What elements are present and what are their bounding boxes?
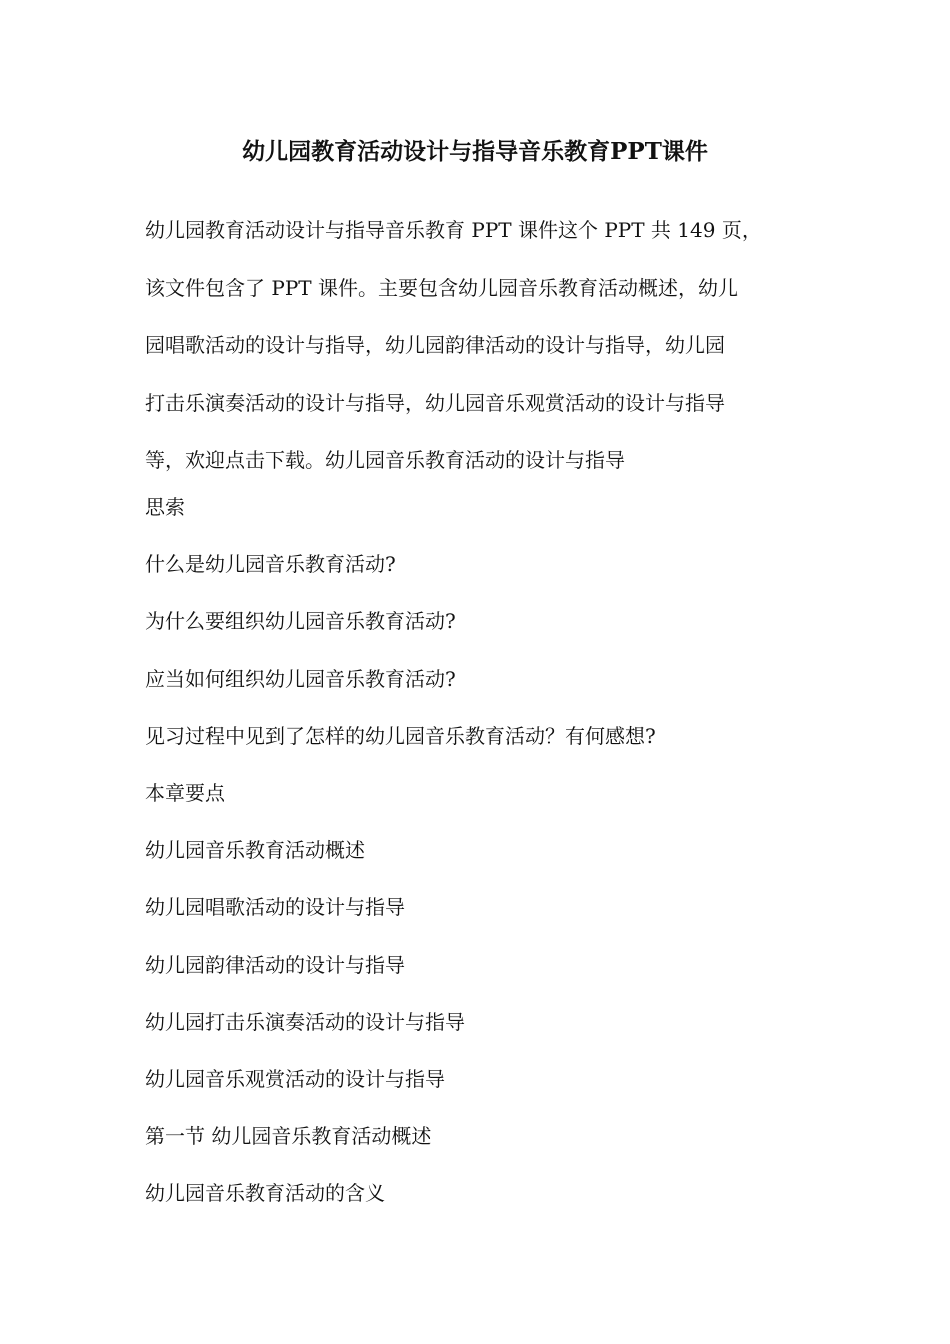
heading-think: 思索 bbox=[145, 495, 185, 519]
content-lines bbox=[145, 488, 845, 1231]
document-title: 幼儿园教育活动设计与指导音乐教育PPT课件 bbox=[242, 138, 708, 165]
question-line: 什么是幼儿园音乐教育活动? bbox=[145, 552, 396, 577]
intro-line: 该文件包含了 PPT 课件。主要包含幼儿园音乐教育活动概述，幼儿 bbox=[145, 275, 738, 300]
subsection-heading: 幼儿园音乐教育活动的含义 bbox=[145, 1181, 385, 1206]
section-heading: 第一节 幼儿园音乐教育活动概述 bbox=[145, 1124, 432, 1149]
intro-line: 打击乐演奏活动的设计与指导，幼儿园音乐观赏活动的设计与指导 bbox=[145, 390, 725, 415]
intro-paragraph bbox=[145, 202, 809, 490]
key-point-line: 幼儿园音乐教育活动概述 bbox=[145, 838, 365, 863]
question-line: 为什么要组织幼儿园音乐教育活动? bbox=[145, 609, 456, 634]
intro-line: 园唱歌活动的设计与指导，幼儿园韵律活动的设计与指导，幼儿园 bbox=[145, 333, 725, 357]
intro-line: 等，欢迎点击下载。幼儿园音乐教育活动的设计与指导 bbox=[145, 448, 625, 472]
question-line: 见习过程中见到了怎样的幼儿园音乐教育活动？有何感想? bbox=[145, 723, 656, 748]
intro-line: 幼儿园教育活动设计与指导音乐教育 PPT 课件这个 PPT 共 149 页， bbox=[145, 218, 762, 242]
key-point-line: 幼儿园音乐观赏活动的设计与指导 bbox=[145, 1066, 445, 1091]
heading-key-points: 本章要点 bbox=[145, 780, 225, 805]
key-point-line: 幼儿园韵律活动的设计与指导 bbox=[145, 952, 405, 977]
key-point-line: 幼儿园唱歌活动的设计与指导 bbox=[145, 895, 405, 920]
key-point-line: 幼儿园打击乐演奏活动的设计与指导 bbox=[145, 1009, 465, 1034]
question-line: 应当如何组织幼儿园音乐教育活动? bbox=[145, 666, 456, 691]
